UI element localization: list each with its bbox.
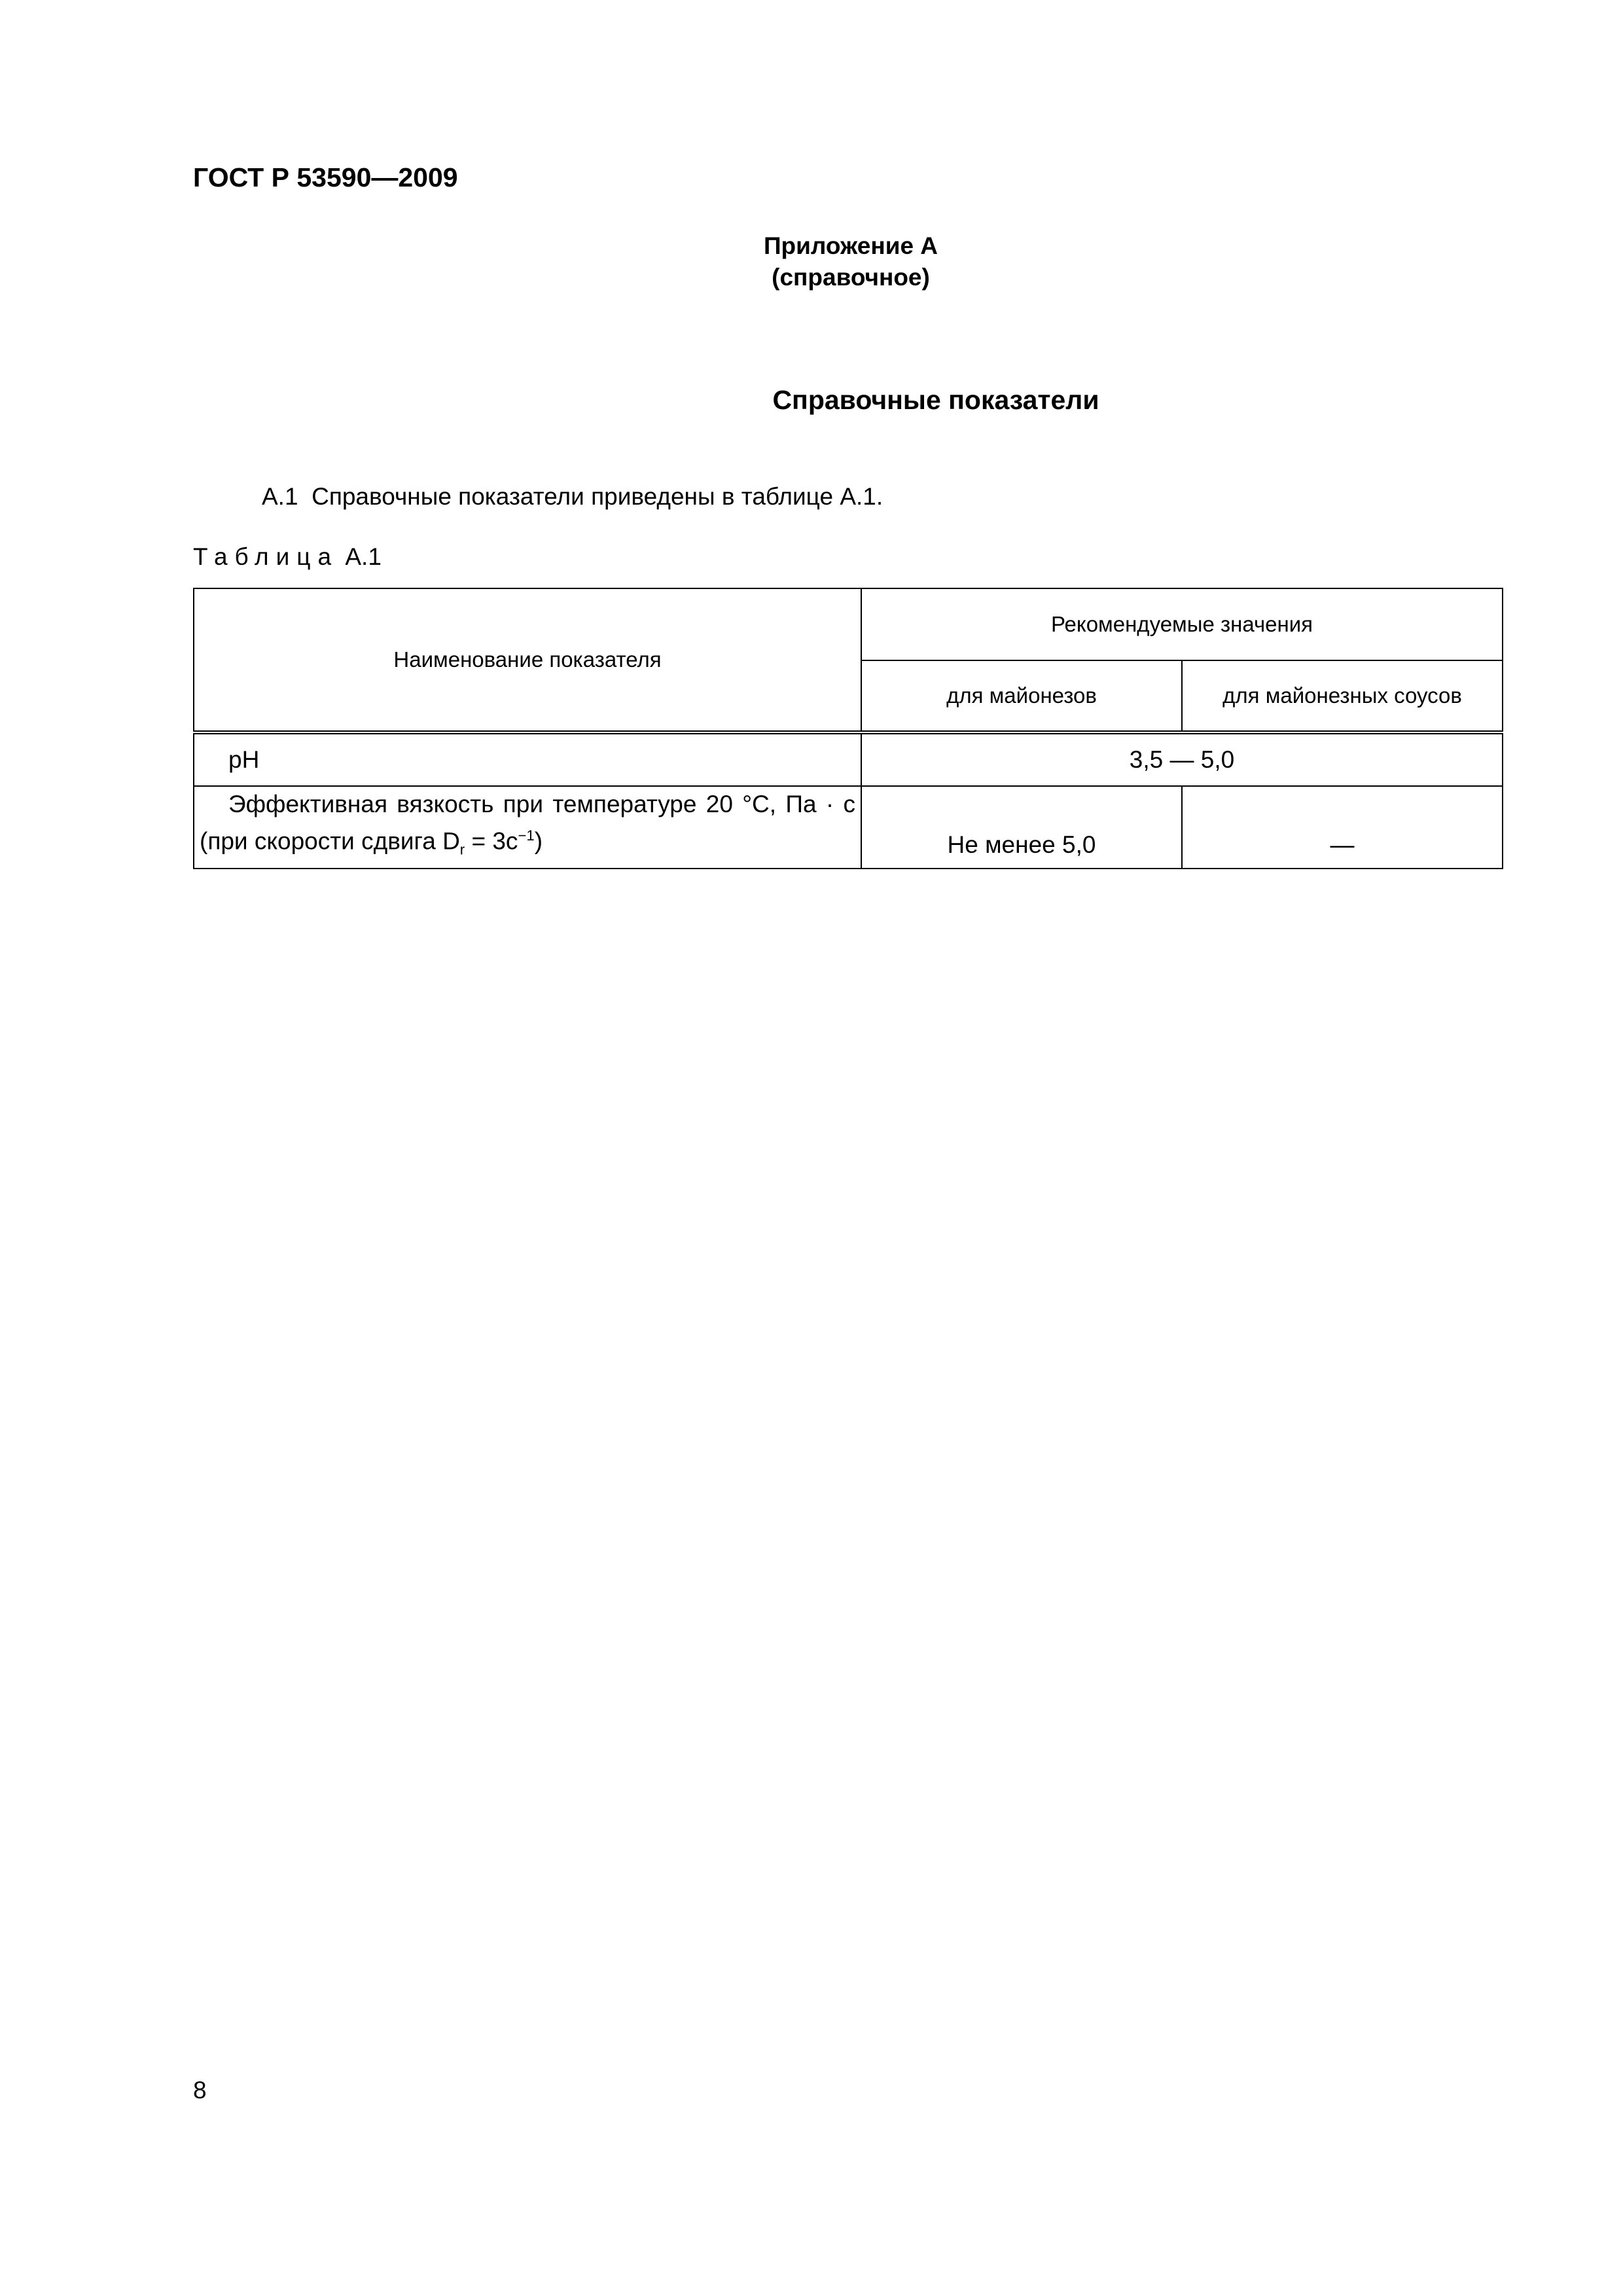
row-viscosity-line2: (при скорости сдвига $D_r = 3с^{-1}$) — [200, 827, 543, 858]
table-caption — [193, 543, 382, 571]
page-number: 8 — [193, 2077, 207, 2104]
section-title: Справочные показатели — [772, 385, 1099, 415]
appendix-note: (справочное) — [772, 264, 930, 291]
appendix-title: Приложение А — [763, 232, 938, 259]
header-sauces: для майонезных соусов — [1182, 660, 1503, 732]
row-ph-value: 3,5 — 5,0 — [861, 732, 1503, 786]
document-code: ГОСТ Р 53590—2009 — [193, 162, 458, 192]
row-viscosity-sauces: — — [1182, 786, 1503, 869]
header-mayonnaise: для майонезов — [861, 660, 1182, 732]
row-viscosity-mayonnaise: Не менее 5,0 — [861, 786, 1182, 869]
row-viscosity-name — [194, 786, 861, 869]
header-recommended: Рекомендуемые значения — [861, 588, 1503, 660]
row-ph-name: pH — [194, 732, 861, 786]
paragraph-a1: А.1 Справочные показатели приведены в таблице А.1. — [262, 483, 883, 510]
indicators-table — [193, 588, 1503, 869]
header-name-column: Наименование показателя — [194, 588, 861, 732]
table-row — [194, 732, 1503, 786]
table-row — [194, 786, 1503, 869]
table-caption-word: Таблица — [193, 543, 339, 570]
table-caption-number: А.1 — [345, 543, 382, 570]
appendix-heading — [681, 230, 1021, 293]
row-viscosity-line1: Эффективная вязкость при температуре 20 °С, Па · с — [228, 791, 855, 818]
